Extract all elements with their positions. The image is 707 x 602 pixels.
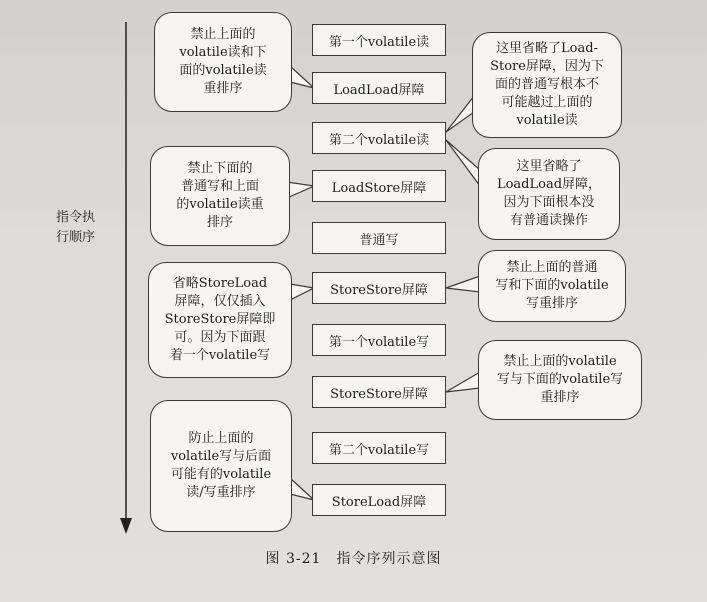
axis-label: 指令执 行顺序	[56, 210, 96, 245]
timeline-arrowhead	[120, 518, 132, 534]
callout-left-2: 禁止下面的 普通写和上面 的volatile读重 排序	[150, 146, 290, 246]
figure-caption: 图 3-21 指令序列示意图	[265, 551, 442, 567]
callout-left-4: 防止上面的 volatile写与后面 可能有的volatile 读/写重排序	[150, 400, 292, 532]
seq-first-volatile-write: 第一个volatile写	[312, 324, 446, 356]
seq-second-volatile-read: 第二个volatile读	[312, 122, 446, 154]
pointer-left-4	[290, 478, 314, 500]
pointer-left-2	[287, 182, 314, 198]
seq-first-volatile-read: 第一个volatile读	[312, 24, 446, 56]
callout-right-4: 禁止上面的volatile 写与下面的volatile写 重排序	[478, 340, 642, 420]
pointer-right-1	[446, 96, 474, 132]
callout-right-3: 禁止上面的普通 写和下面的volatile 写重排序	[478, 250, 626, 322]
seq-loadstore-barrier: LoadStore屏障	[312, 170, 446, 202]
pointer-right-2	[446, 140, 480, 186]
callout-right-2: 这里省略了 LoadLoad屏障， 因为下面根本没 有普通读操作	[478, 148, 620, 240]
seq-storestore-barrier-2: StoreStore屏障	[312, 376, 446, 408]
pointer-left-3	[290, 284, 314, 300]
pointer-right-3	[446, 276, 480, 292]
seq-loadload-barrier: LoadLoad屏障	[312, 72, 446, 104]
callout-left-3: 省略StoreLoad 屏障，仅仅插入 StoreStore屏障即 可。因为下面跟 着一个volatile写	[148, 262, 292, 378]
seq-normal-write: 普通写	[312, 222, 446, 254]
pointer-right-4	[446, 372, 480, 392]
seq-storeload-barrier: StoreLoad屏障	[312, 484, 446, 516]
pointer-left-1	[290, 66, 314, 88]
callout-right-1: 这里省略了Load- Store屏障，因为下 面的普通写根本不 可能越过上面的 volatile读	[472, 32, 622, 138]
seq-storestore-barrier-1: StoreStore屏障	[312, 272, 446, 304]
seq-second-volatile-write: 第二个volatile写	[312, 432, 446, 464]
callout-left-1: 禁止上面的 volatile读和下 面的volatile读 重排序	[154, 12, 292, 112]
